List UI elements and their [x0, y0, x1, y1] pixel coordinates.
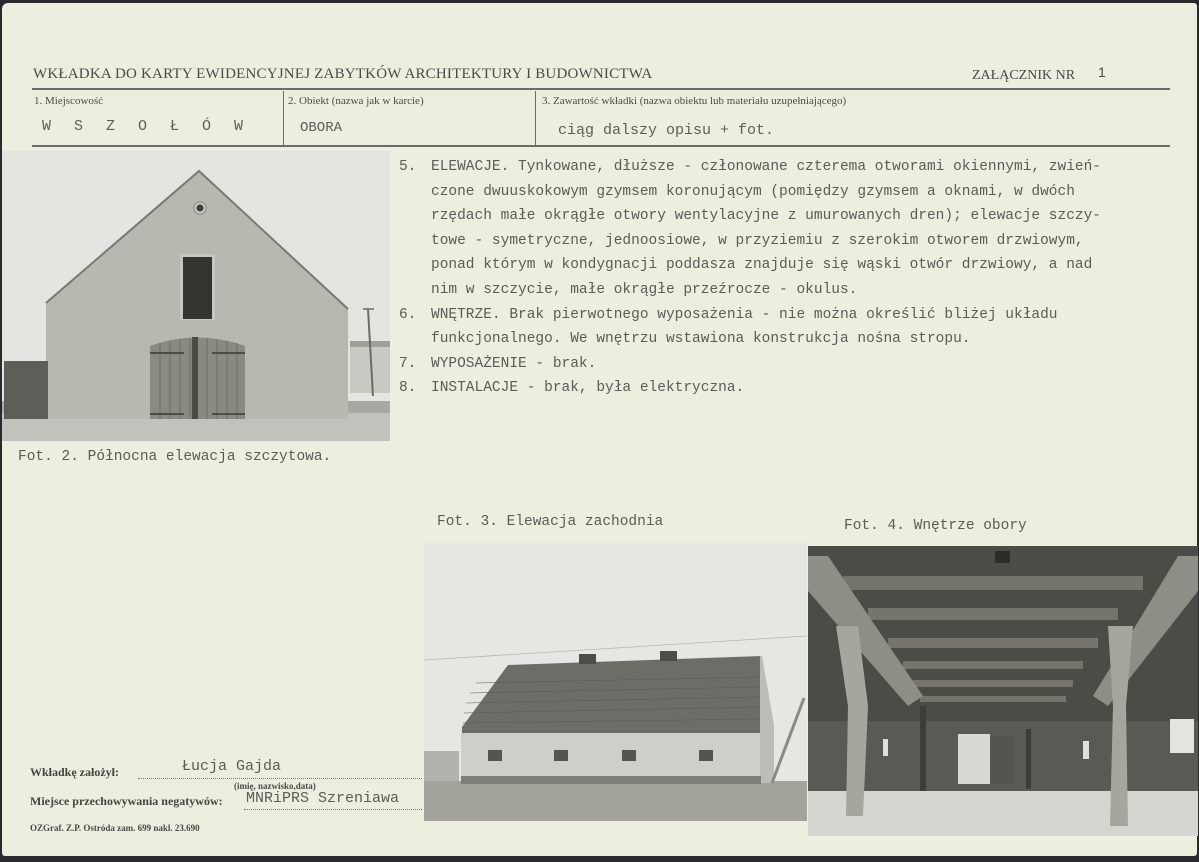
author-value: Łucja Gajda — [182, 758, 282, 775]
description-item-equipment — [399, 352, 1189, 377]
inventory-card-insert — [2, 3, 1197, 856]
barn-interior-photo — [808, 546, 1198, 836]
author-hint: (imię, nazwisko,data) — [234, 781, 316, 791]
author-dotted-line — [138, 778, 422, 779]
item-number: 5. — [399, 159, 417, 175]
field-value-contents: ciąg dalszy opisu + fot. — [558, 122, 775, 139]
description-item-installations — [399, 376, 1189, 401]
photo-caption-3: Fot. 3. Elewacja zachodnia — [437, 514, 664, 530]
description-body — [399, 155, 1189, 401]
form-title: WKŁADKA DO KARTY EWIDENCYJNEJ ZABYTKÓW ARCHITEKTURY I BUDOWNICTWA — [33, 66, 653, 82]
field-label-contents: 3. Zawartość wkładki (nazwa obiektu lub materiału uzupełniającego) — [542, 95, 847, 107]
author-label: Wkładkę założył: — [30, 765, 119, 779]
item-number: 7. — [399, 355, 417, 372]
gable-facade-photo — [2, 151, 390, 441]
text-line: rzędach małe okrągłe otwory wentylacyjne z umurowanych dren); elewacje szczy- — [431, 208, 1102, 225]
header-rule-bottom — [32, 145, 1170, 147]
photo-caption-4: Fot. 4. Wnętrze obory — [844, 518, 1027, 534]
text-line: ponad którym w kondygnacji poddasza znajduje się wąski otwór drzwiowy, a nad — [431, 257, 1093, 274]
description-item-elevations — [399, 155, 1189, 303]
item-number: 6. — [399, 306, 417, 323]
text-line: towe - symetryczne, jednoosiowe, w przyziemiu z szerokim otworem drzwiowym, — [431, 232, 1084, 249]
negatives-dotted-line — [244, 809, 422, 810]
field-value-object: OBORA — [300, 120, 343, 136]
annex-label: ZAŁĄCZNIK NR — [972, 68, 1076, 83]
text-line: INSTALACJE - brak, była elektryczna. — [431, 380, 745, 397]
description-item-interior — [399, 303, 1189, 352]
text-line: WNĘTRZE. Brak pierwotnego wyposażenia - nie można określić bliżej układu — [431, 306, 1058, 323]
text-line: czone dwuuskokowym gzymsem koronującym (pomiędzy gzymsem a oknami, w dwóch — [431, 183, 1075, 200]
text-line: ELEWACJE. Tynkowane, dłuższe - członowane czterema otworami okiennymi, zwień- — [431, 159, 1102, 175]
photo-caption-2: Fot. 2. Północna elewacja szczytowa. — [18, 449, 332, 465]
header-rule-top — [32, 88, 1170, 90]
negatives-location-label: Miejsce przechowywania negatywów: — [30, 794, 223, 808]
text-line: WYPOSAŻENIE - brak. — [431, 355, 597, 372]
field-label-object: 2. Obiekt (nazwa jak w karcie) — [288, 95, 424, 107]
field-divider-2 — [535, 91, 536, 145]
field-label-locality: 1. Miejscowość — [34, 95, 104, 107]
text-line: nim w szczycie, małe okrągłe przeźrocze - okulus. — [431, 281, 858, 298]
annex-number: 1 — [1098, 64, 1106, 80]
printer-note: OZGraf. Z.P. Ostróda zam. 699 nakl. 23.690 — [30, 823, 200, 833]
field-value-locality: W S Z O Ł Ó W — [42, 118, 251, 135]
field-divider-1 — [283, 91, 284, 145]
item-number: 8. — [399, 380, 417, 397]
negatives-location-value: MNRiPRS Szreniawa — [246, 790, 400, 807]
text-line: funkcjonalnego. We wnętrzu wstawiona konstrukcja nośna stropu. — [431, 331, 971, 348]
west-facade-photo — [424, 543, 807, 821]
